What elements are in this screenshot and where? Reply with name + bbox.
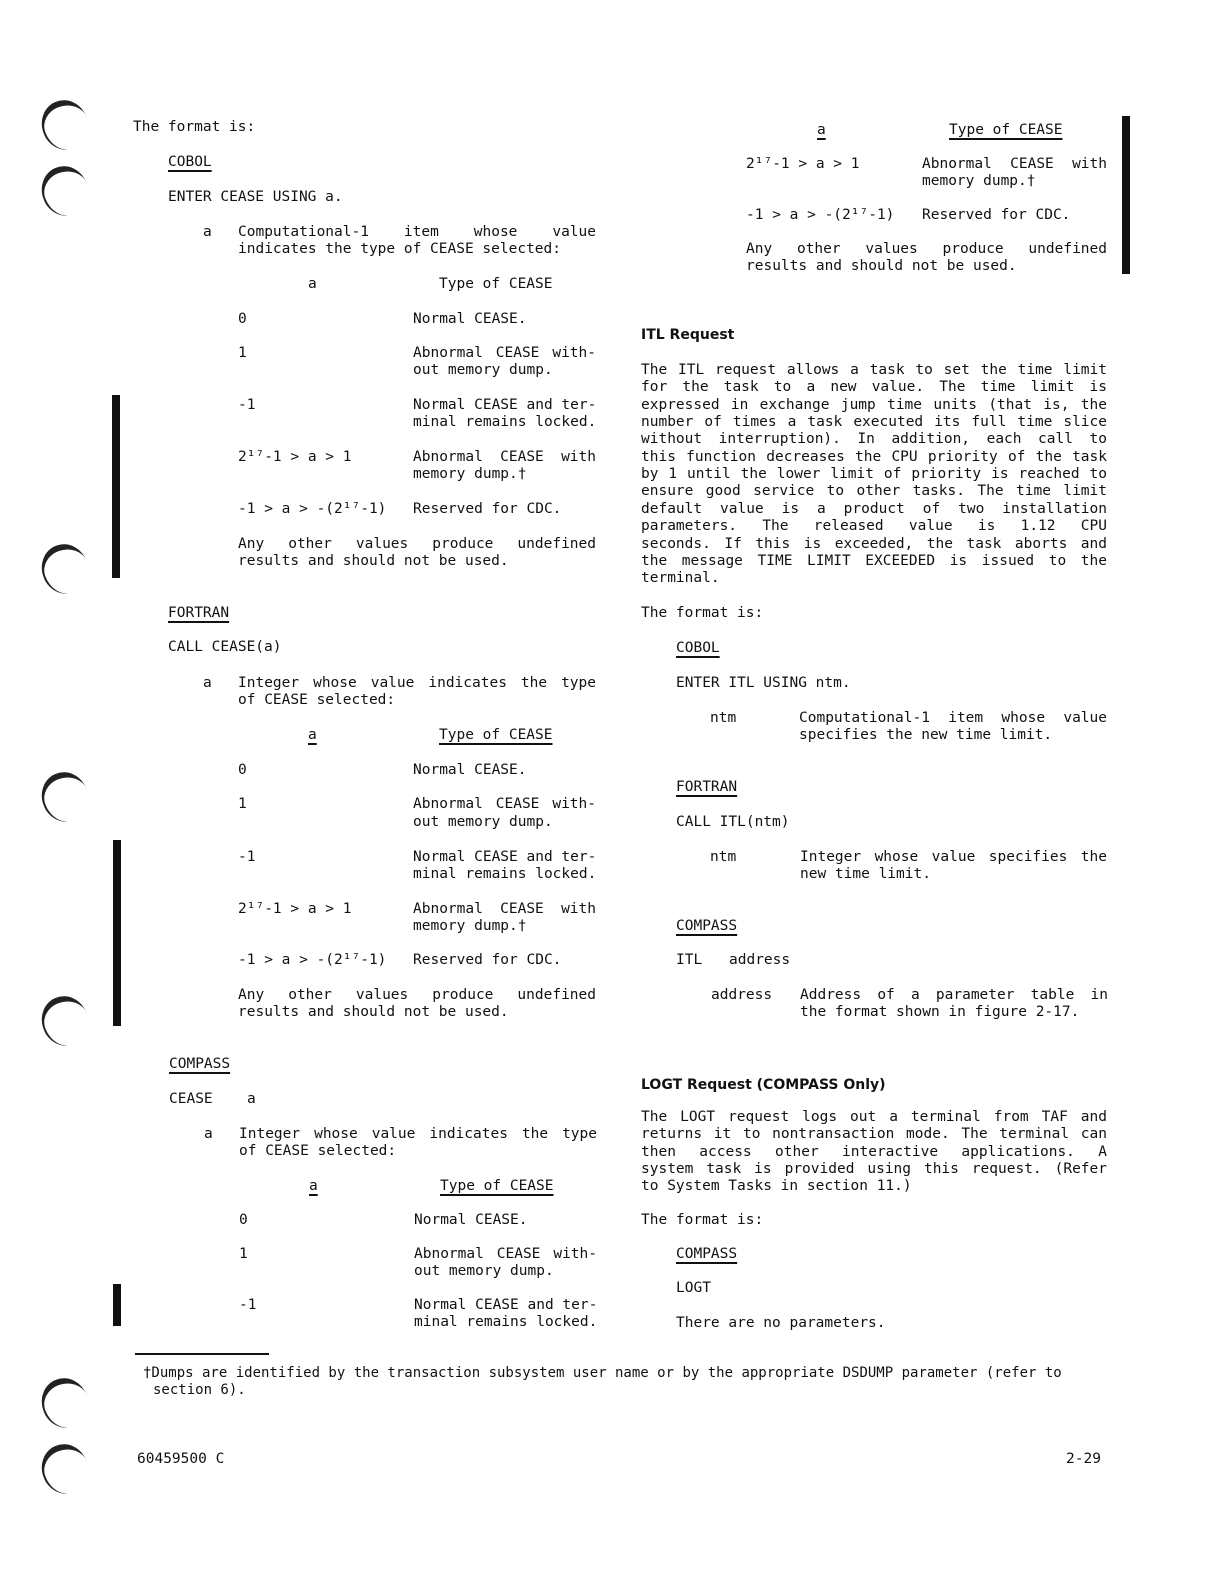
binder-hole-7 [35,1438,95,1501]
paragraph-line: this function decreases the CPU priority of the task [641,449,1107,465]
param-description: Integer whose value indicates the type [239,1126,597,1142]
paragraph-line: number of times a task executed its full time slice [641,414,1107,430]
table-cell-value: -1 > a > -(2¹⁷-1) [238,952,387,968]
change-bar [1122,116,1130,274]
table-cell-desc: Abnormal CEASE with- [413,345,596,361]
section-title-itl: ITL Request [641,327,735,343]
change-bar [113,840,121,1026]
no-params-note: There are no parameters. [676,1315,886,1331]
table-cell-value: 2¹⁷-1 > a > 1 [238,449,352,465]
table-cell-desc: minal remains locked. [413,866,597,882]
paragraph-line: the message TIME LIMIT EXCEEDED is issued to the [641,553,1107,569]
table-cell-value: 0 [238,762,247,778]
table-cell-desc: Normal CEASE and ter- [414,1297,598,1313]
column-header-type: Type of CEASE [949,122,1063,138]
compass-syntax: LOGT [676,1280,711,1296]
paragraph-line: without interruption). In addition, each call to [641,431,1107,447]
table-cell-desc: Abnormal CEASE with- [414,1246,597,1262]
table-cell-desc: minal remains locked. [413,414,597,430]
paragraph-line: seconds. If this is exceeded, the task aborts and [641,536,1107,552]
table-cell-value: 2¹⁷-1 > a > 1 [746,156,860,172]
param-description: of CEASE selected: [239,1143,397,1159]
param-description: specifies the new time limit. [799,727,1053,743]
column-header-type: Type of CEASE [439,276,553,292]
footnote-text: †Dumps are identified by the transaction subsystem user name or by the appropriate DSDUMP parameter (refer to [143,1365,1062,1381]
binder-hole-3 [35,538,95,601]
compass-argument: address [729,952,791,968]
table-cell-value: 0 [239,1212,248,1228]
change-bar [113,1284,121,1326]
table-cell-desc: memory dump.† [413,918,527,934]
table-cell-desc: Reserved for CDC. [922,207,1071,223]
table-cell-value: 0 [238,311,247,327]
param-name: ntm [710,849,737,865]
note-text: Any other values produce undefined [238,987,596,1003]
section-title-logt: LOGT Request (COMPASS Only) [641,1077,886,1093]
column-header-a: a [817,122,826,138]
column-header-a: a [308,727,317,743]
footnote-separator [135,1353,269,1355]
table-cell-value: 1 [238,345,247,361]
note-text: Any other values produce undefined [238,536,596,552]
paragraph-line: expressed in exchange jump time units (that is, the [641,397,1107,413]
table-cell-desc: memory dump.† [413,466,527,482]
table-cell-desc: minal remains locked. [414,1314,598,1330]
param-description: Integer whose value indicates the type [238,675,596,691]
binder-hole-4 [35,766,95,829]
fortran-syntax: CALL CEASE(a) [168,639,282,655]
table-cell-desc: Reserved for CDC. [413,501,562,517]
note-text: Any other values produce undefined [746,241,1107,257]
paragraph-line: system task is provided using this request. (Refer [641,1161,1107,1177]
column-header-a: a [309,1178,318,1194]
table-cell-value: -1 [238,397,256,413]
table-cell-desc: out memory dump. [413,814,553,830]
compass-argument: a [247,1091,256,1107]
cobol-syntax: ENTER CEASE USING a. [168,189,343,205]
note-text: results and should not be used. [238,553,509,569]
compass-heading: COMPASS [676,1246,738,1262]
table-cell-desc: Abnormal CEASE with [922,156,1107,172]
paragraph-line: for the task to a new value. The time limit is [641,379,1107,395]
table-cell-desc: Abnormal CEASE with [413,449,596,465]
table-cell-desc: Normal CEASE and ter- [413,849,597,865]
param-description: Integer whose value specifies the [800,849,1107,865]
binder-hole-5 [35,990,95,1053]
format-label: The format is: [641,1212,764,1228]
param-name: a [203,224,212,240]
cobol-heading: COBOL [168,154,212,170]
page-number: 2-29 [1066,1451,1101,1467]
compass-heading: COMPASS [676,918,738,934]
table-cell-desc: out memory dump. [414,1263,554,1279]
table-cell-value: 1 [238,796,247,812]
table-cell-desc: out memory dump. [413,362,553,378]
table-cell-desc: memory dump.† [922,173,1036,189]
binder-hole-1 [35,94,95,157]
format-label: The format is: [133,119,256,135]
param-description: of CEASE selected: [238,692,396,708]
change-bar [112,395,120,578]
paragraph-line: then access other interactive applications. A [641,1144,1107,1160]
param-name: a [203,675,212,691]
column-header-type: Type of CEASE [440,1178,554,1194]
compass-opcode: CEASE [169,1091,213,1107]
paragraph-line: The ITL request allows a task to set the time limit [641,362,1107,378]
table-cell-desc: Normal CEASE. [414,1212,528,1228]
binder-hole-6 [35,1372,95,1435]
cobol-heading: COBOL [676,640,720,656]
document-number: 60459500 C [137,1451,225,1467]
paragraph-line: ensure good service to other tasks. The time limit [641,483,1107,499]
column-header-type: Type of CEASE [439,727,553,743]
table-cell-value: -1 [238,849,256,865]
param-description: Computational-1 item whose value [238,224,596,240]
footnote-text: section 6). [153,1382,246,1398]
note-text: results and should not be used. [238,1004,509,1020]
param-name: a [204,1126,213,1142]
paragraph-line: default value is a product of two installation [641,501,1107,517]
param-description: Computational-1 item whose value [799,710,1107,726]
param-name: ntm [710,710,737,726]
table-cell-value: -1 > a > -(2¹⁷-1) [238,501,387,517]
table-cell-desc: Abnormal CEASE with [413,901,596,917]
binder-hole-2 [35,160,95,223]
note-text: results and should not be used. [746,258,1017,274]
param-description: indicates the type of CEASE selected: [238,241,562,257]
table-cell-value: -1 > a > -(2¹⁷-1) [746,207,895,223]
param-description: new time limit. [800,866,931,882]
table-cell-desc: Normal CEASE. [413,311,527,327]
column-header-a: a [308,276,317,292]
table-cell-desc: Normal CEASE and ter- [413,397,597,413]
cobol-syntax: ENTER ITL USING ntm. [676,675,851,691]
table-cell-desc: Reserved for CDC. [413,952,562,968]
paragraph-line: parameters. The released value is 1.12 CPU [641,518,1107,534]
table-cell-desc: Normal CEASE. [413,762,527,778]
compass-opcode: ITL [676,952,703,968]
paragraph-line: The LOGT request logs out a terminal from TAF and [641,1109,1107,1125]
fortran-heading: FORTRAN [168,605,230,621]
paragraph-line: returns it to nontransaction mode. The terminal can [641,1126,1107,1142]
paragraph-line: by 1 until the lower limit of priority is reached to [641,466,1107,482]
param-name: address [711,987,773,1003]
compass-heading: COMPASS [169,1056,231,1072]
table-cell-value: 2¹⁷-1 > a > 1 [238,901,352,917]
fortran-syntax: CALL ITL(ntm) [676,814,790,830]
table-cell-desc: Abnormal CEASE with- [413,796,596,812]
table-cell-value: -1 [239,1297,257,1313]
paragraph-line: terminal. [641,570,720,586]
param-description: Address of a parameter table in [800,987,1108,1003]
fortran-heading: FORTRAN [676,779,738,795]
table-cell-value: 1 [239,1246,248,1262]
format-label: The format is: [641,605,764,621]
paragraph-line: to System Tasks in section 11.) [641,1178,912,1194]
param-description: the format shown in figure 2-17. [800,1004,1080,1020]
